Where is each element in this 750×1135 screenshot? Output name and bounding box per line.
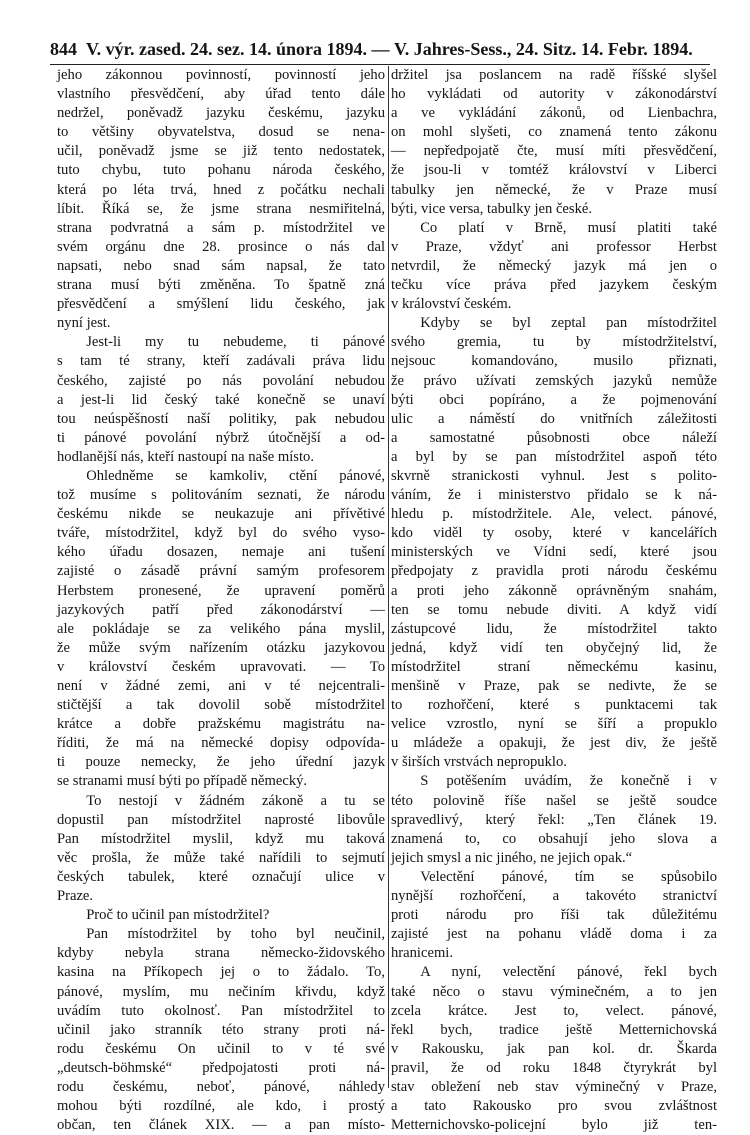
text-line: nedržel, poněvadž jazyku českému, jazyku (57, 105, 385, 122)
text-line: říditi, že má na německé dopisy odpovída- (57, 735, 385, 752)
text-line: znamená to, co obsahují jeho slova a (391, 830, 717, 847)
text-line: Velectění pánové, tím se spůsobilo (420, 868, 717, 885)
text-line: není v žádné zemi, ani v té nejcentrali- (57, 678, 385, 694)
text-line: spravedlivý, který řekl: „Ten článek 19. (391, 811, 717, 828)
text-line: Co platí v Brně, musí platiti také (420, 219, 717, 236)
text-line: zajisté jest na pohanu vládě doma i za (391, 926, 717, 943)
header-rule (50, 64, 710, 65)
text-line: svého gremia, tu by místodržitelství, (391, 334, 717, 351)
text-line: která po léta trvá, hned z počátku nechali (57, 181, 385, 198)
text-line: učinil jako stranník této strany proti ná- (57, 1021, 385, 1038)
text-line: že může svým nařízením otázku jazykovou (57, 639, 385, 656)
text-line: Praze. (57, 888, 94, 905)
text-line: nyní jest. (57, 315, 111, 332)
text-line: kého úřadu dosazen, nemaje ani tušení (57, 544, 385, 561)
text-line: dopustil pan místodržitel naprosté libovůle (57, 811, 385, 828)
text-line: S potěšením uvádím, že konečně i v (420, 773, 717, 790)
text-line: tou neúspěšností naší politiky, pak nebudou (57, 410, 385, 427)
text-line: jazykových patří před zákonodárství — (57, 601, 385, 618)
text-line: a ve vykládání zákonů, od Lienbachra, (391, 105, 717, 122)
text-line: přesvědčení a smýšlení lidu českého, jak (57, 296, 385, 313)
text-line: svém orgánu dne 28. prosince o nás dal (57, 238, 385, 255)
text-line: této polovině říše našel se ještě soudce (391, 792, 717, 809)
text-line: řekl bych, tradice ještě Metternichovská (391, 1021, 717, 1038)
text-line: to většiny obyvatelstva, dosud se nena- (57, 124, 385, 141)
column-divider (388, 66, 389, 1088)
text-line: pánové, myslím, mu nečiním křivdu, když (57, 983, 385, 1000)
text-line: uvádím tuto okolnosť. Pan místodržitel to (57, 1002, 385, 1019)
text-line: mohou býti rozdílné, ale kdo, i prostý (57, 1098, 385, 1115)
text-line: kdyby nebyla strana německo-židovského (57, 945, 385, 962)
text-line: že právo užívati zemských jazyků nemůže (391, 372, 717, 389)
header-separator: — (371, 39, 390, 59)
text-line: a jest-li lid český také konečně se unaví (57, 391, 385, 408)
text-line: — nepředpojatě čte, musí míti přesvědčení, (391, 143, 717, 160)
page-header (50, 38, 710, 60)
text-line: tváře, místodržitel, když byl do svého vyso- (57, 525, 385, 542)
header-czech-title: V. výr. zased. 24. sez. 14. února 1894. (86, 39, 368, 59)
text-line: býti, vice versa, tabulky jen české. (391, 200, 592, 217)
text-line: líbit. Říká se, že jsme strana nesmiřitelná, (57, 200, 385, 217)
text-line: že jsou-li v tomtéž království v Liberci (391, 162, 717, 179)
text-line: českých tabulek, které označují ulice v (57, 868, 385, 885)
text-line: Kdyby se byl zeptal pan místodržitel (420, 315, 717, 332)
text-line: nynější rozhořčení, a takovéto stranictví (391, 888, 717, 905)
text-line: to rozhořčení, které s punktacemi tak (391, 697, 717, 714)
text-line: ten se tomu nebude diviti. A když vidí (391, 601, 717, 618)
text-line: hledu p. místodržitele. Ale, velect. pánové, (391, 506, 717, 523)
text-line: stičtější a tak dovolil sobě místodržitel (57, 697, 385, 714)
text-line: tož musíme s politováním seznati, že národu (57, 487, 385, 504)
text-line: A nyní, velectění pánové, řekl bych (420, 964, 717, 981)
text-line: kasina na Příkopech jej o to žádalo. To, (57, 964, 385, 981)
text-line: v království českém. (391, 296, 512, 313)
text-line: skvrně stranickosti vyhnul. Jest s polito- (391, 467, 717, 484)
text-line: Pan místodržitel by toho byl neučinil, (86, 926, 385, 943)
text-line: zajisté o zásadě právní samým profesorem (57, 563, 385, 580)
text-line: strana podvratná a sám p. místodržitel ve (57, 219, 385, 236)
text-line: držitel jsa poslancem na radě říšské slyšel (391, 67, 717, 83)
text-line: hodlanější nás, kteří nastoupí na naše místo. (57, 448, 314, 465)
text-line: se stranami musí býti po případě německý. (57, 773, 308, 790)
text-line: proti národu pro říši tak důležitému (391, 907, 717, 924)
text-line: zcela krátce. Jest to, velect. pánové, (391, 1002, 717, 1019)
text-line: pravil, že od roku 1848 čtyrykrát byl (391, 1059, 717, 1076)
text-line: s tam té strany, kteří zadávali práva lidu (57, 353, 385, 370)
text-line: strana musí býti změněna. To špatně zná (57, 277, 385, 294)
text-line: netvrdil, že německý jazyk má jen o (391, 257, 717, 274)
text-line: v Rakousku, jak pan kol. dr. Škarda (391, 1040, 717, 1057)
text-line: býti obci popíráno, a že pojmenování (391, 391, 717, 408)
left-text-column (57, 66, 385, 1135)
text-line: krátce a dobře pražskému magistrátu na- (57, 716, 385, 733)
text-line: a proti jeho zákonně oprávněným snahám, (391, 582, 717, 599)
text-line: jejich smysl a nic jiného, ne jejich opak.“ (391, 849, 633, 866)
text-line: a tato Rakousko pro svou zvláštnost (391, 1098, 717, 1115)
text-line: českému nikde se neukazuje ani přívětivé (57, 506, 385, 523)
text-line: u mládeže a opakuji, že jest div, že ještě (391, 735, 717, 752)
page-number: 844 (50, 39, 77, 59)
text-line: rodu českému, neboť, pánové, náhledy (57, 1078, 385, 1095)
text-line: předpojaty z pravidla proti národu českému (391, 563, 717, 580)
text-line: tečku více práva před jazykem českým (391, 277, 717, 294)
text-line: a samostatné působnosti obce náleží (391, 429, 717, 446)
text-line: stav obležení neb stav výminečný v Praze, (391, 1078, 717, 1095)
text-line: ho vykládati od autority v zákonodárství (391, 86, 717, 103)
text-line: zástupcové lidu, že místodržitel takto (391, 620, 717, 637)
text-line: místodržitel straní německému kasinu, (391, 658, 717, 675)
text-line: Pan místodržitel myslil, když mu taková (57, 830, 385, 847)
text-line: věc prošla, že může také nařídili to sejmutí (57, 849, 385, 866)
text-line: „deutsch-böhmské“ předpojatosti proti ná- (57, 1059, 385, 1076)
text-line: Jest-li my tu nebudeme, ti pánové (86, 334, 385, 351)
text-line: menšině v Praze, pak se nedivte, že se (391, 678, 717, 694)
text-line: Metternichovsko-policejní bylo již ten- (391, 1117, 717, 1134)
text-line: ministerských ve Vídni sedí, které jsou (391, 544, 717, 561)
text-line: Herbstem pronesené, že upravení poměrů (57, 582, 385, 599)
text-line: v království českém upravovati. — To (57, 658, 385, 675)
text-line: váním, že i ministerstvo přidalo se k ná- (391, 487, 717, 504)
text-line: tabulky jen německé, že v Praze musí (391, 181, 717, 198)
text-line: Ohledněme se kamkoliv, ctění pánové, (86, 467, 385, 484)
header-german-title: V. Jahres-Sess., 24. Sitz. 14. Febr. 1894. (394, 39, 693, 59)
text-line: také něco o stavu výminečném, a to jen (391, 983, 717, 1000)
text-line: v širších vrstvách nepropuklo. (391, 754, 567, 771)
text-line: hranicemi. (391, 945, 453, 962)
text-line: ti pánové povolání nýbrž útočnější a od- (57, 429, 385, 446)
text-line: tuto chybu, tuto pohanu národa českého, (57, 162, 385, 179)
right-text-column (391, 66, 717, 1135)
text-line: jeho zákonnou povinností, povinností jeho (57, 67, 385, 83)
text-line: on mohl slyšeti, co znamená tento zákonu (391, 124, 717, 141)
text-line: občan, ten článek XIX. — a pan místo- (57, 1117, 385, 1134)
text-line: napsati, nebo snad sám napsal, že tato (57, 257, 385, 274)
text-line: Proč to učinil pan místodržitel? (86, 907, 270, 924)
text-line: kdo viděl ty osoby, které v kancelářích (391, 525, 717, 542)
text-line: jedná, když vidí ten obyčejný lid, že (391, 639, 717, 656)
text-line: velice vzrostlo, nyní se šíří a propuklo (391, 716, 717, 733)
text-line: To nestojí v žádném zákoně a tu se (86, 792, 385, 809)
text-line: ulic a náměstí do vnitřních záležitosti (391, 410, 717, 427)
text-line: ti pouze nemecky, že jeho úřední jazyk (57, 754, 385, 771)
text-line: učil, poněvadž jsme se již tento nedostatek, (57, 143, 385, 160)
text-line: českého, zajisté po nás povolání nebudou (57, 372, 385, 389)
text-line: vlastního přesvědčení, aby úřad tento dále (57, 86, 385, 103)
text-line: a byl by se pan místodržitel aspoň této (391, 448, 717, 465)
text-line: ale pokládaje se za velikého pána myslil, (57, 620, 385, 637)
text-line: v Praze, vždyť ani professor Herbst (391, 238, 717, 255)
text-line: rodu českému On učinil to v té své (57, 1040, 385, 1057)
text-line: nejsouc komandováno, musilo přiznati, (391, 353, 717, 370)
